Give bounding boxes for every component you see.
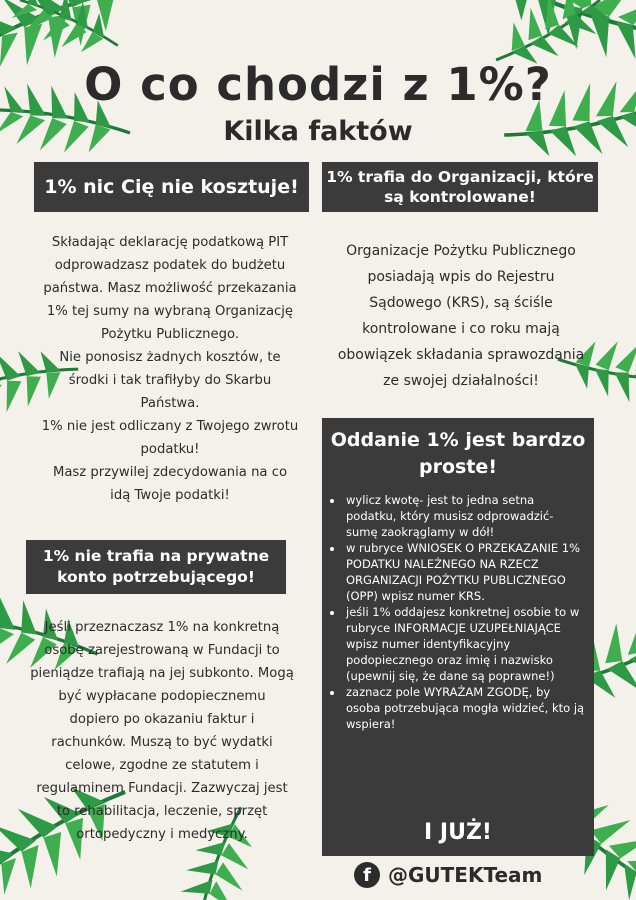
social-handle: @GUTEKTeam	[388, 863, 543, 887]
section1-heading: 1% nic Cię nie kosztuje!	[34, 162, 309, 212]
text-line: rachunków. Muszą to być wydatki	[51, 735, 273, 750]
step-item: • w rubryce WNIOSEK O PRZEKAZANIE 1% PODATKU NALEŻNEGO NA RZECZ ORGANIZACJI POŻYTKU PUBLICZNEGO (OPP) wpisz numer KRS.	[344, 540, 588, 604]
steps-panel	[322, 418, 594, 856]
section3-heading: 1% nie trafia na prywatne konto potrzebującego!	[26, 540, 286, 594]
steps-panel-heading: Oddanie 1% jest bardzo proste!	[330, 429, 586, 478]
text-line: obowiązek składania sprawozdania	[337, 347, 585, 363]
text-line: odprowadzasz podatek do budżetu	[54, 258, 286, 273]
section2-text	[316, 238, 606, 394]
text-line: ortopedyczny i medyczny.	[76, 827, 248, 842]
text-line: 1% nie jest odliczany z Twojego zwrotu	[41, 419, 299, 434]
text-line: podatku!	[140, 442, 200, 457]
text-line: Składając deklarację podatkową PIT	[51, 235, 289, 250]
text-line: regulaminem Fundacji. Zazwyczaj jest	[36, 781, 288, 796]
section3-text	[12, 616, 312, 846]
text-line: pieniądze trafiają na jej subkonto. Mogą	[30, 666, 294, 681]
section2-heading: 1% trafia do Organizacji, które są kontrolowane!	[322, 162, 598, 212]
text-line: Organizacje Pożytku Publicznego	[346, 243, 576, 259]
text-line: Jeśli przeznaczasz 1% na konkretną	[44, 620, 280, 635]
steps-list	[322, 492, 588, 732]
text-line: osobę zarejestrowaną w Fundacji to	[44, 643, 280, 658]
step-item: • jeśli 1% oddajesz konkretnej osobie to w rubryce INFORMACJE UZUPEŁNIAJĄCE wpisz numer identyfikacyjny podopiecznego oraz imię i nazwisko (upewnij się, że dane są poprawne!)	[344, 604, 588, 684]
text-line: być wypłacane podopiecznemu	[58, 689, 266, 704]
page-subtitle: Kilka faktów	[223, 116, 413, 147]
social-link[interactable]	[354, 858, 594, 892]
text-line: Pożytku Publicznego.	[100, 327, 240, 342]
text-line: kontrolowane i co roku mają	[362, 321, 560, 337]
text-line: państwa. Masz możliwość przekazania	[43, 281, 297, 296]
step-item: • zaznacz pole WYRAŻAM ZGODĘ, by osoba potrzebująca mogła widzieć, kto ją wspiera!	[344, 684, 588, 732]
facebook-icon: f	[354, 862, 380, 888]
text-line: Nie ponosisz żadnych kosztów, te	[59, 350, 281, 365]
text-line: dopiero po okazaniu faktur i	[69, 712, 255, 727]
text-line: Sądowego (KRS), są ściśle	[369, 295, 553, 311]
text-line: celowe, zgodne ze statutem i	[65, 758, 259, 773]
page-title: O co chodzi z 1%?	[84, 58, 552, 111]
step-item: • wylicz kwotę- jest to jedna setna podatku, który musisz odprowadzić- sumę zaokrąglamy w dół!	[344, 492, 588, 540]
text-line: to rehabilitacja, leczenie, sprzęt	[56, 804, 268, 819]
text-line: Masz przywilej zdecydowania na co	[52, 465, 288, 480]
steps-panel-footer: I JUŻ!	[424, 820, 492, 845]
text-line: 1% tej sumy na wybraną Organizację	[46, 304, 294, 319]
text-line: ze swojej działalności!	[383, 373, 539, 389]
text-line: środki i tak trafiłyby do Skarbu	[68, 373, 272, 388]
text-line: idą Twoje podatki!	[110, 488, 230, 503]
text-line: posiadają wpis do Rejestru	[367, 269, 555, 285]
section1-text	[20, 231, 320, 507]
text-line: Państwa.	[140, 396, 200, 411]
